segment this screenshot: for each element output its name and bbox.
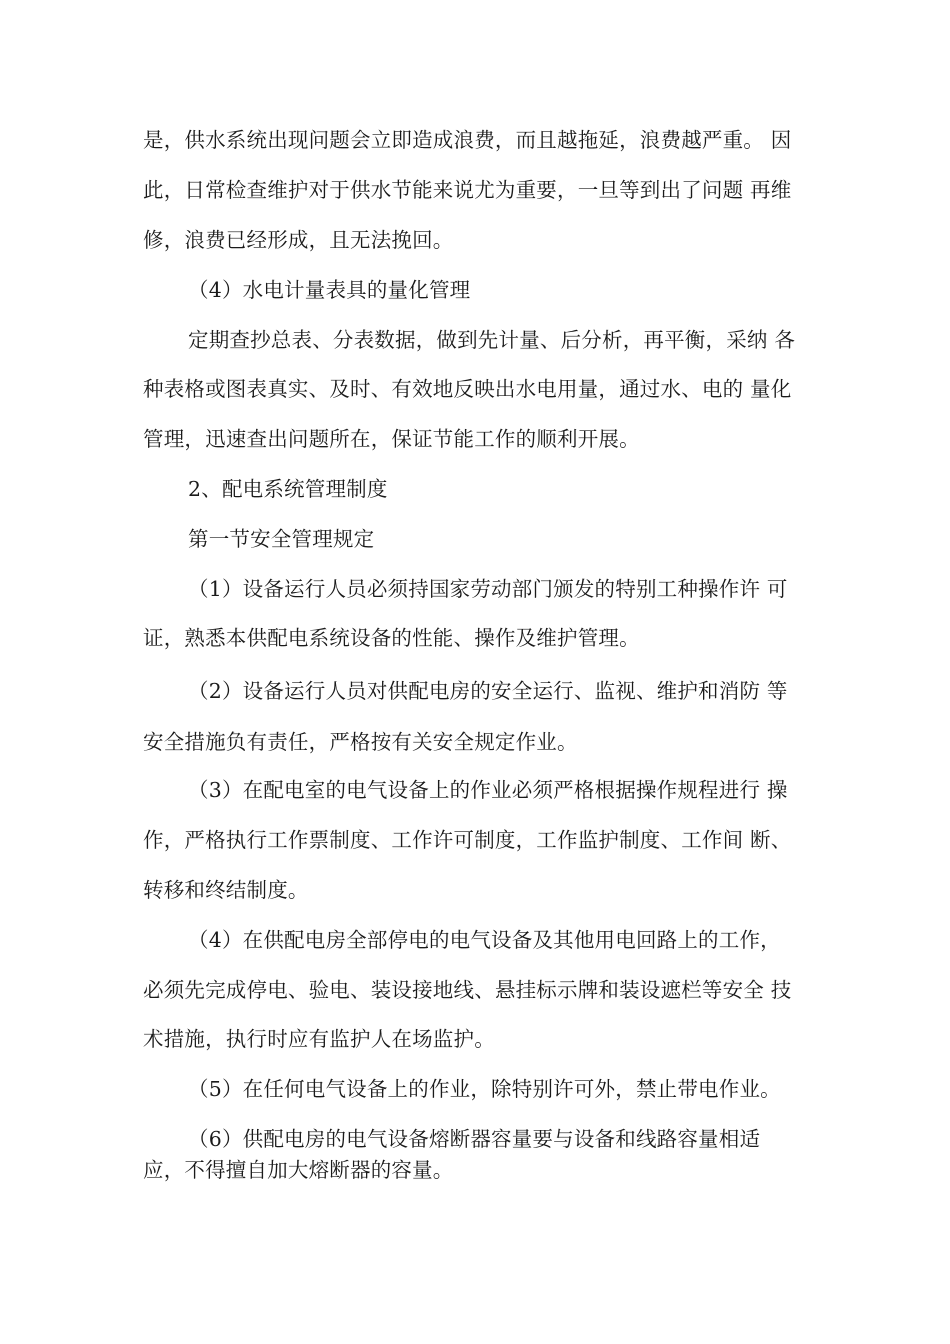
text-line: 是，供水系统出现问题会立即造成浪费，而且越拖延，浪费越严重。 因 [143,128,792,152]
text-line: 转移和终结制度。 [143,878,309,902]
text-line: 证，熟悉本供配电系统设备的性能、操作及维护管理。 [143,626,640,650]
text-line: 应，不得擅自加大熔断器的容量。 [143,1158,454,1182]
text-line: 定期查抄总表、分表数据，做到先计量、后分析，再平衡，采纳 各 [188,328,796,352]
text-line: 安全措施负有责任，严格按有关安全规定作业。 [143,730,578,754]
text-line: （1）设备运行人员必须持国家劳动部门颁发的特别工种操作许 可 [188,577,788,601]
text-line: 必须先完成停电、验电、装设接地线、悬挂标示牌和装设遮栏等安全 技 [143,978,792,1002]
text-line: （4）在供配电房全部停电的电气设备及其他用电回路上的工作， [188,928,781,952]
text-line: （3）在配电室的电气设备上的作业必须严格根据操作规程进行 操 [188,778,788,802]
text-line: 管理，迅速查出问题所在，保证节能工作的顺利开展。 [143,427,640,451]
text-line: （5）在任何电气设备上的作业，除特别许可外，禁止带电作业。 [188,1077,781,1101]
text-line: 此，日常检查维护对于供水节能来说尤为重要，一旦等到出了问题 再维 [143,178,792,202]
section-heading: 2、配电系统管理制度 [188,477,388,501]
text-line: 修，浪费已经形成，且无法挽回。 [143,228,454,252]
section-heading: （4）水电计量表具的量化管理 [188,278,471,302]
text-line: 种表格或图表真实、及时、有效地反映出水电用量，通过水、电的 量化 [143,377,792,401]
text-line: 作，严格执行工作票制度、工作许可制度，工作监护制度、工作间 断、 [143,828,792,852]
text-line: （2）设备运行人员对供配电房的安全运行、监视、维护和消防 等 [188,679,788,703]
text-line: （6）供配电房的电气设备熔断器容量要与设备和线路容量相适 [188,1127,761,1151]
text-line: 术措施，执行时应有监护人在场监护。 [143,1027,495,1051]
section-heading: 第一节安全管理规定 [188,527,375,551]
